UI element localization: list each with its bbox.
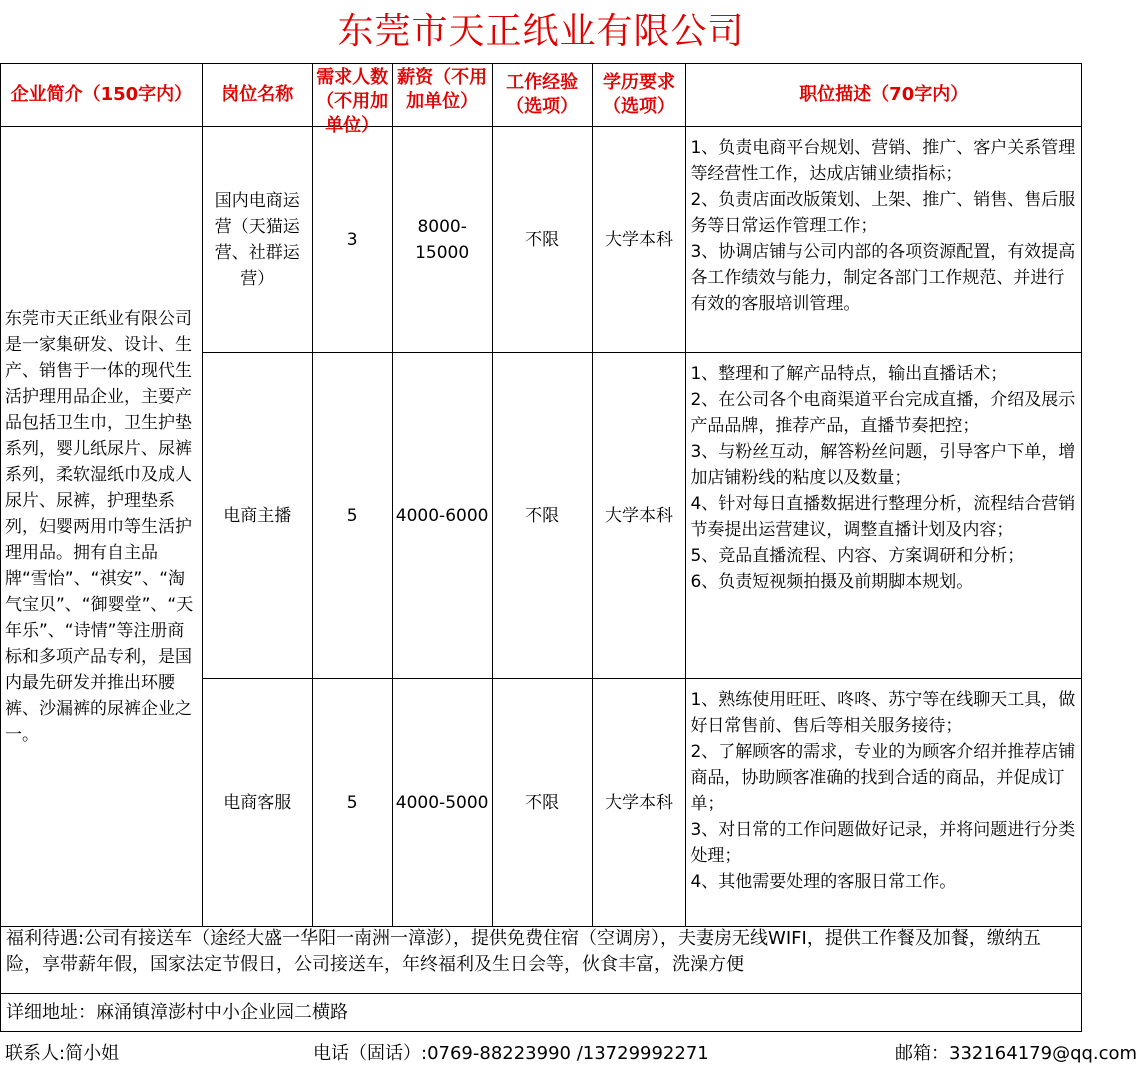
job-salary: 8000-15000 bbox=[392, 127, 492, 353]
job-position: 国内电商运营（天猫运营、社群运营） bbox=[202, 127, 312, 353]
company-title: 东莞市天正纸业有限公司 bbox=[337, 11, 745, 52]
contact-bar bbox=[0, 1036, 1137, 1074]
job-table bbox=[0, 63, 1082, 927]
header-position: 岗位名称 bbox=[202, 64, 312, 127]
header-row bbox=[1, 64, 1082, 127]
job-count: 3 bbox=[312, 127, 392, 353]
header-intro: 企业简介（150字内） bbox=[1, 64, 203, 127]
header-description: 职位描述（70字内） bbox=[686, 64, 1082, 127]
job-experience: 不限 bbox=[492, 679, 592, 927]
header-education: 学历要求（选项） bbox=[592, 64, 686, 127]
header-salary: 薪资（不用加单位） bbox=[392, 64, 492, 127]
job-salary: 4000-5000 bbox=[392, 679, 492, 927]
company-intro: 东莞市天正纸业有限公司是一家集研发、设计、生产、销售于一体的现代生活护理用品企业，主要产品包括卫生巾，卫生护垫系列，婴儿纸尿片、尿裤系列，柔软湿纸巾及成人尿片、尿裤，护理垫系列，妇婴两用巾等生活护理用品。拥有自主品牌“雪怡”、“祺安”、“淘气宝贝”、“御婴堂”、“天年乐”、“诗情”等注册商标和多项产品专利，是国内最先研发并推出环腰裤、沙漏裤的尿裤企业之一。 bbox=[1, 127, 203, 927]
job-salary: 4000-6000 bbox=[392, 353, 492, 679]
job-position: 电商主播 bbox=[202, 353, 312, 679]
job-experience: 不限 bbox=[492, 353, 592, 679]
address-text: 详细地址：麻涌镇漳澎村中小企业园二横路 bbox=[0, 994, 1082, 1032]
contact-person: 联系人:简小姐 bbox=[5, 1043, 120, 1064]
job-description: 1、熟练使用旺旺、咚咚、苏宁等在线聊天工具，做好日常售前、售后等相关服务接待； 2、了解顾客的需求，专业的为顾客介绍并推荐店铺商品，协助顾客准确的找到合适的商品，并促成订单； 3、对日常的工作问题做好记录，并将问题进行分类处理； 4、其他需要处理的客服日常工作。 bbox=[686, 679, 1082, 927]
contact-phone: 电话（固话）:0769-88223990 /13729992271 bbox=[313, 1043, 709, 1064]
job-education: 大学本科 bbox=[592, 679, 686, 927]
job-description: 1、整理和了解产品特点，输出直播话术； 2、在公司各个电商渠道平台完成直播，介绍及展示产品品牌，推荐产品，直播节奏把控； 3、与粉丝互动，解答粉丝问题，引导客户下单，增加店铺粉线的粘度以及数量； 4、针对每日直播数据进行整理分析，流程结合营销节奏提出运营建议，调整直播计划及内容； 5、竞品直播流程、内容、方案调研和分析； 6、负责短视频拍摄及前期脚本规划。 bbox=[686, 353, 1082, 679]
job-experience: 不限 bbox=[492, 127, 592, 353]
contact-email: 邮箱：332164179@qq.com bbox=[895, 1043, 1137, 1064]
job-education: 大学本科 bbox=[592, 353, 686, 679]
header-count: 需求人数（不用加单位） bbox=[312, 64, 392, 127]
job-description: 1、负责电商平台规划、营销、推广、客户关系管理等经营性工作，达成店铺业绩指标； 2、负责店面改版策划、上架、推广、销售、售后服务等日常运作管理工作； 3、协调店铺与公司内部的各项资源配置，有效提高各工作绩效与能力，制定各部门工作规范、并进行有效的客服培训管理。 bbox=[686, 127, 1082, 353]
job-count: 5 bbox=[312, 679, 392, 927]
job-row bbox=[1, 127, 1082, 353]
header-experience: 工作经验（选项） bbox=[492, 64, 592, 127]
job-position: 电商客服 bbox=[202, 679, 312, 927]
benefits-text: 福利待遇:公司有接送车（途经大盛一华阳一南洲一漳澎），提供免费住宿（空调房），夫妻房无线WIFI，提供工作餐及加餐，缴纳五险，享带薪年假，国家法定节假日，公司接送车，年终福利及生日会等，伙食丰富，洗澡方便 bbox=[0, 924, 1082, 994]
job-education: 大学本科 bbox=[592, 127, 686, 353]
job-count: 5 bbox=[312, 353, 392, 679]
